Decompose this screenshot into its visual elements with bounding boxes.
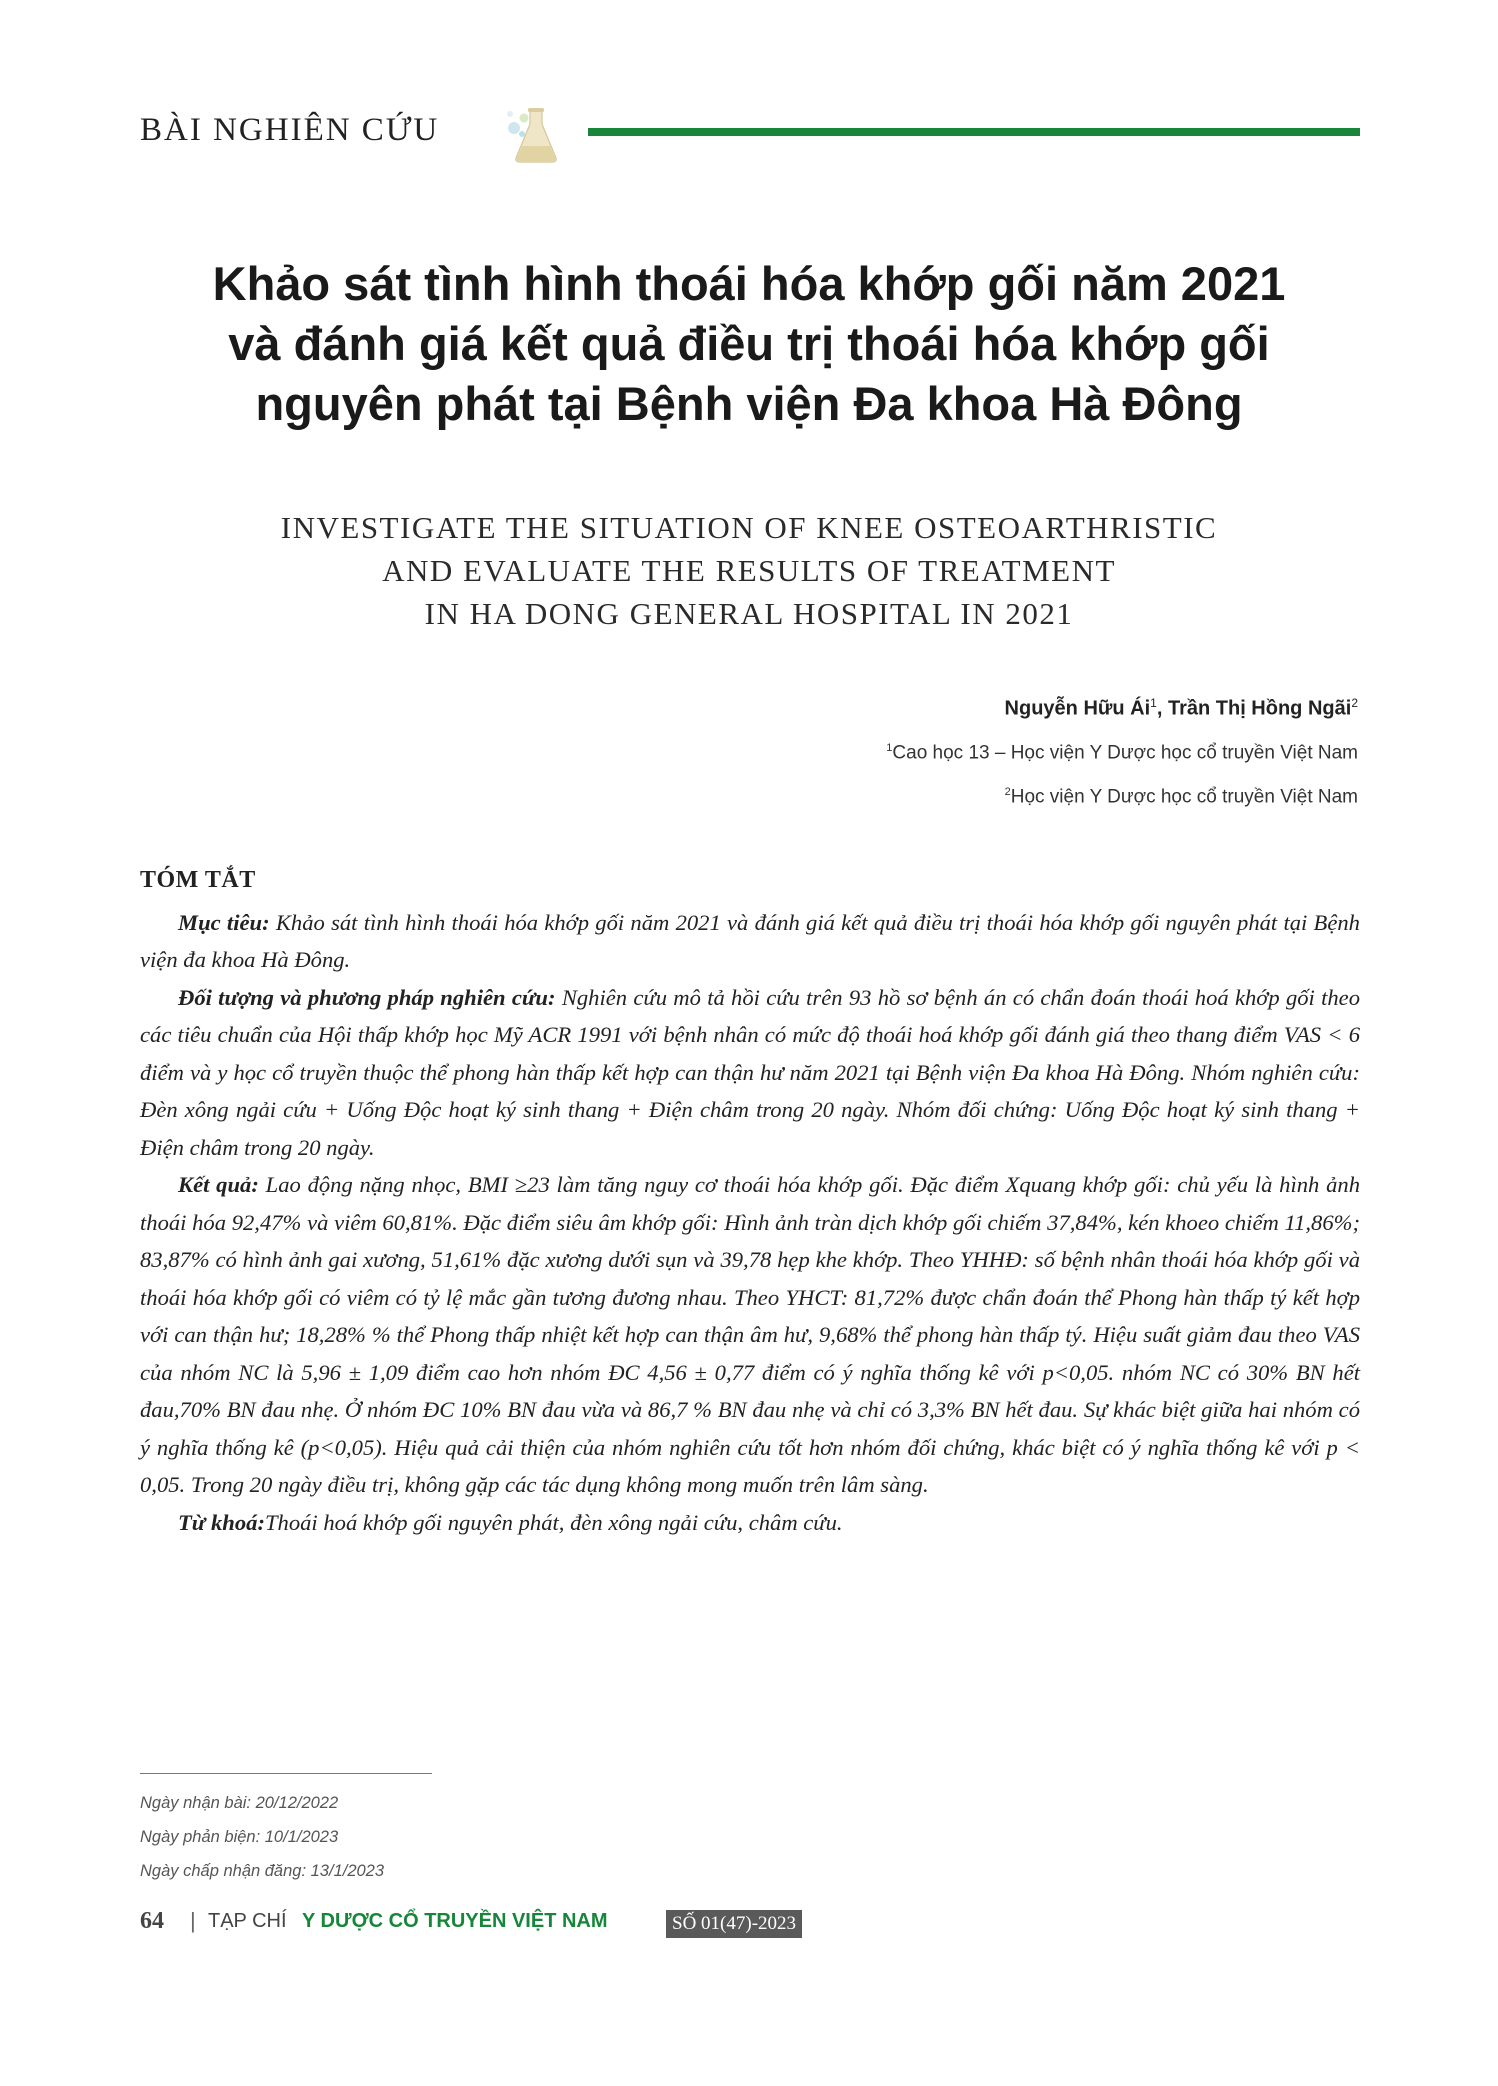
- affiliation-superscript: 1: [886, 742, 893, 754]
- author-separator: ,: [1156, 697, 1168, 720]
- publication-dates: [140, 1786, 384, 1888]
- author-name: Trần Thị Hồng Ngãi: [1167, 697, 1352, 720]
- author-superscript: 1: [1150, 696, 1157, 710]
- objective-text: Khảo sát tình hình thoái hóa khớp gối năm 2021 và đánh giá kết quả điều trị thoái hóa khớp gối nguyên phát tại Bệnh viện đa khoa Hà Đông.: [140, 909, 1360, 972]
- title-vn-line: và đánh giá kết quả điều trị thoái hóa khớp gối: [228, 317, 1270, 370]
- title-vn-line: nguyên phát tại Bệnh viện Đa khoa Hà Đông: [255, 377, 1243, 430]
- title-en-line: IN HA DONG GENERAL HOSPITAL IN 2021: [424, 596, 1074, 631]
- header-rule: [588, 128, 1360, 136]
- methods-paragraph: [140, 979, 1360, 1167]
- journal-name: Y DƯỢC CỔ TRUYỀN VIỆT NAM: [302, 1910, 608, 1932]
- affiliation-text: Cao học 13 – Học viện Y Dược học cổ truyền Việt Nam: [892, 742, 1358, 764]
- methods-label: Đối tượng và phương pháp nghiên cứu:: [178, 984, 556, 1010]
- author-superscript: 2: [1351, 696, 1358, 710]
- abstract: [140, 862, 1360, 1541]
- affiliation-superscript: 2: [1004, 786, 1011, 798]
- author-name: Nguyễn Hữu Ái: [1004, 697, 1151, 720]
- author-list: [1005, 696, 1358, 721]
- methods-text: Nghiên cứu mô tả hồi cứu trên 93 hồ sơ bệnh án có chẩn đoán thoái hoá khớp gối theo các tiêu chuẩn của Hội thấp khớp học Mỹ ACR 1991 với bệnh nhân có mức độ thoái hoá khớp gối đánh giá theo thang điểm VAS < 6 điểm và y học cổ truyền thuộc thể phong hàn thấp kết hợp can thận hư năm 2021 tại Bệnh viện Đa khoa Hà Đông. Nhóm nghiên cứu: Đèn xông ngải cứu + Uống Độc hoạt ký sinh thang + Điện châm trong 20 ngày. Nhóm đối chứng: Uống Độc hoạt ký sinh thang + Điện châm trong 20 ngày.: [140, 984, 1360, 1160]
- footer-separator: |: [190, 1908, 196, 1933]
- journal-prefix: TẠP CHÍ: [208, 1910, 287, 1932]
- date-accepted: Ngày chấp nhận đăng: 13/1/2023: [140, 1862, 385, 1880]
- keywords-text: Thoái hoá khớp gối nguyên phát, đèn xông ngải cứu, châm cứu.: [264, 1509, 843, 1535]
- objective-paragraph: [140, 904, 1360, 979]
- date-reviewed: Ngày phản biện: 10/1/2023: [140, 1828, 339, 1846]
- date-received: Ngày nhận bài: 20/12/2022: [140, 1794, 339, 1812]
- dates-divider: [140, 1773, 432, 1774]
- page-number: 64: [140, 1908, 164, 1934]
- issue-badge: SỐ 01(47)-2023: [666, 1910, 802, 1938]
- affiliation-2: [1005, 786, 1358, 808]
- title-vn-line: Khảo sát tình hình thoái hóa khớp gối năm 2021: [212, 257, 1286, 310]
- keywords-label: Từ khoá:: [178, 1509, 265, 1535]
- flask-icon: [500, 104, 562, 166]
- section-label: BÀI NGHIÊN CỨU: [140, 112, 440, 148]
- affiliation-1: [886, 742, 1358, 764]
- title-vietnamese: [120, 254, 1378, 434]
- objective-label: Mục tiêu:: [178, 909, 270, 935]
- title-english: [120, 506, 1378, 635]
- title-en-line: AND EVALUATE THE RESULTS OF TREATMENT: [382, 553, 1116, 588]
- section-header: [140, 104, 1360, 160]
- abstract-heading: TÓM TẮT: [140, 867, 256, 893]
- title-en-line: INVESTIGATE THE SITUATION OF KNEE OSTEOARTHRISTIC: [280, 510, 1218, 545]
- results-paragraph: [140, 1166, 1360, 1504]
- affiliation-text: Học viện Y Dược học cổ truyền Việt Nam: [1010, 786, 1358, 808]
- results-text: Lao động nặng nhọc, BMI ≥23 làm tăng nguy cơ thoái hóa khớp gối. Đặc điểm Xquang khớp gối: chủ yếu là hình ảnh thoái hóa 92,47% và viêm 60,81%. Đặc điểm siêu âm khớp gối: Hình ảnh tràn dịch khớp gối chiếm 37,84%, kén khoeo chiếm 11,86%; 83,87% có hình ảnh gai xương, 51,61% đặc xương dưới sụn và 39,78 hẹp khe khớp. Theo YHHĐ: số bệnh nhân thoái hóa khớp gối và thoái hóa khớp gối có viêm có tỷ lệ mắc gần tương đương nhau. Theo YHCT: 81,72% được chẩn đoán thể Phong hàn thấp tý kết hợp với can thận hư; 18,28% % thể Phong thấp nhiệt kết hợp can thận âm hư, 9,68% thể phong hàn thấp tý. Hiệu suất giảm đau theo VAS của nhóm NC là 5,96 ± 1,09 điểm cao hơn nhóm ĐC 4,56 ± 0,77 điểm có ý nghĩa thống kê với p<0,05. nhóm NC có 30% BN hết đau,70% BN đau nhẹ. Ở nhóm ĐC 10% BN đau vừa và 86,7 % BN đau nhẹ và chỉ có 3,3% BN hết đau. Sự khác biệt giữa hai nhóm có ý nghĩa thống kê (p<0,05). Hiệu quả cải thiện của nhóm nghiên cứu tốt hơn nhóm đối chứng, khác biệt có ý nghĩa thống kê với p < 0,05. Trong 20 ngày điều trị, không gặp các tác dụng không mong muốn trên lâm sàng.: [140, 1172, 1360, 1497]
- keywords-paragraph: [140, 1504, 1360, 1542]
- results-label: Kết quả:: [178, 1172, 259, 1197]
